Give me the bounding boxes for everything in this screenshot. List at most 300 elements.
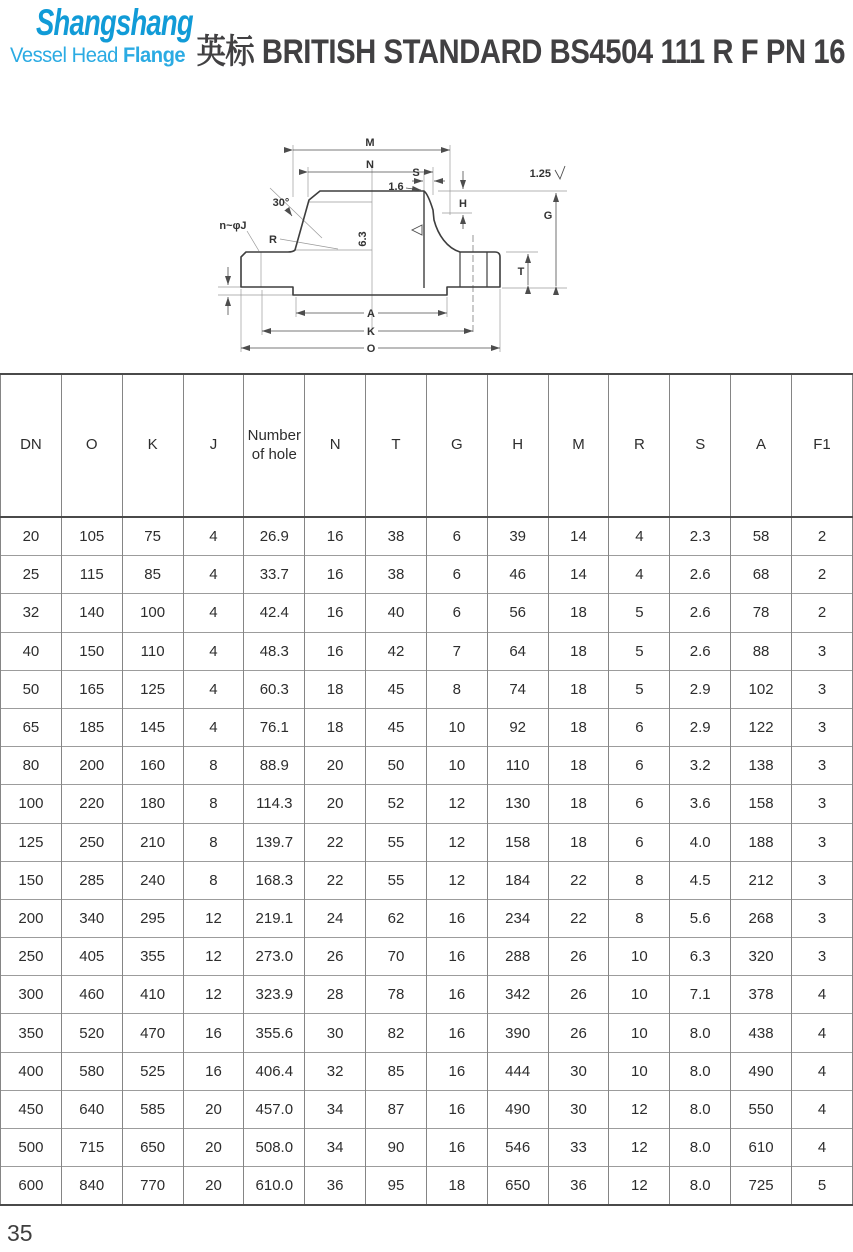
table-cell: 85 xyxy=(366,1052,427,1090)
table-cell: 610.0 xyxy=(244,1167,305,1206)
table-row xyxy=(1,861,853,899)
table-cell: 20 xyxy=(1,517,62,556)
table-cell: 438 xyxy=(731,1014,792,1052)
table-cell: 12 xyxy=(609,1167,670,1206)
table-cell: 16 xyxy=(426,1129,487,1167)
table-cell: 185 xyxy=(61,708,122,746)
table-cell: 250 xyxy=(61,823,122,861)
table-cell: 45 xyxy=(366,708,427,746)
table-cell: 3 xyxy=(791,670,852,708)
table-cell: 234 xyxy=(487,899,548,937)
table-cell: 4 xyxy=(791,976,852,1014)
table-cell: 85 xyxy=(122,556,183,594)
table-cell: 212 xyxy=(731,861,792,899)
table-cell: 406.4 xyxy=(244,1052,305,1090)
table-cell: 10 xyxy=(609,938,670,976)
table-cell: 26 xyxy=(548,1014,609,1052)
table-cell: 92 xyxy=(487,708,548,746)
table-cell: 125 xyxy=(122,670,183,708)
table-cell: 240 xyxy=(122,861,183,899)
table-cell: 36 xyxy=(305,1167,366,1206)
dim-label-h: H xyxy=(459,198,467,210)
dim-label-o: O xyxy=(366,343,376,355)
table-cell: 5 xyxy=(609,594,670,632)
table-cell: 3 xyxy=(791,785,852,823)
table-cell: 145 xyxy=(122,708,183,746)
dim-label-radius: R xyxy=(269,234,277,246)
dim-label-a: A xyxy=(367,308,375,320)
table-cell: 22 xyxy=(548,861,609,899)
page-title: 英标 BRITISH STANDARD BS4504 111 R F PN 16 xyxy=(196,33,845,71)
table-cell: 610 xyxy=(731,1129,792,1167)
table-cell: 715 xyxy=(61,1129,122,1167)
column-header: J xyxy=(183,374,244,517)
dim-label-t: T xyxy=(517,266,525,278)
table-cell: 20 xyxy=(183,1090,244,1128)
table-cell: 2.6 xyxy=(670,556,731,594)
table-cell: 168.3 xyxy=(244,861,305,899)
table-cell: 14 xyxy=(548,556,609,594)
table-cell: 650 xyxy=(487,1167,548,1206)
table-cell: 12 xyxy=(609,1090,670,1128)
table-cell: 3 xyxy=(791,708,852,746)
table-cell: 74 xyxy=(487,670,548,708)
table-cell: 2 xyxy=(791,517,852,556)
table-cell: 4 xyxy=(791,1090,852,1128)
table-cell: 10 xyxy=(426,747,487,785)
table-cell: 26.9 xyxy=(244,517,305,556)
table-cell: 2.6 xyxy=(670,632,731,670)
brand-tagline-light: Vessel Head xyxy=(10,44,118,67)
table-cell: 4 xyxy=(183,594,244,632)
table-cell: 16 xyxy=(426,1052,487,1090)
table-cell: 38 xyxy=(366,556,427,594)
table-cell: 26 xyxy=(305,938,366,976)
table-cell: 6 xyxy=(609,785,670,823)
table-cell: 33.7 xyxy=(244,556,305,594)
table-cell: 200 xyxy=(1,899,62,937)
table-cell: 2.9 xyxy=(670,708,731,746)
spec-table xyxy=(0,373,853,1206)
table-cell: 18 xyxy=(548,632,609,670)
brand-tagline xyxy=(10,44,185,68)
table-cell: 4 xyxy=(791,1052,852,1090)
dim-label-m: M xyxy=(365,137,375,149)
table-cell: 520 xyxy=(61,1014,122,1052)
table-cell: 102 xyxy=(731,670,792,708)
column-header: M xyxy=(548,374,609,517)
table-cell: 12 xyxy=(183,976,244,1014)
table-cell: 20 xyxy=(305,747,366,785)
table-cell: 6 xyxy=(426,517,487,556)
column-header: O xyxy=(61,374,122,517)
table-cell: 3 xyxy=(791,632,852,670)
table-cell: 16 xyxy=(426,976,487,1014)
table-cell: 65 xyxy=(1,708,62,746)
table-cell: 78 xyxy=(731,594,792,632)
table-cell: 8 xyxy=(183,861,244,899)
roughness-face-label: 6.3 xyxy=(357,231,369,247)
table-cell: 30 xyxy=(548,1052,609,1090)
table-cell: 4 xyxy=(183,632,244,670)
table-cell: 8.0 xyxy=(670,1167,731,1206)
table-cell: 6 xyxy=(426,556,487,594)
table-cell: 3 xyxy=(791,938,852,976)
table-cell: 32 xyxy=(305,1052,366,1090)
table-cell: 125 xyxy=(1,823,62,861)
table-cell: 76.1 xyxy=(244,708,305,746)
table-cell: 95 xyxy=(366,1167,427,1206)
table-row xyxy=(1,1052,853,1090)
table-cell: 18 xyxy=(548,670,609,708)
table-cell: 8 xyxy=(183,747,244,785)
table-cell: 26 xyxy=(548,976,609,1014)
table-cell: 410 xyxy=(122,976,183,1014)
table-cell: 150 xyxy=(1,861,62,899)
roughness-top-label: 1.25 xyxy=(529,168,551,180)
table-cell: 2.3 xyxy=(670,517,731,556)
table-cell: 6 xyxy=(609,823,670,861)
table-cell: 3.2 xyxy=(670,747,731,785)
table-cell: 42.4 xyxy=(244,594,305,632)
table-cell: 450 xyxy=(1,1090,62,1128)
table-cell: 68 xyxy=(731,556,792,594)
column-header: A xyxy=(731,374,792,517)
table-cell: 16 xyxy=(426,1014,487,1052)
table-cell: 250 xyxy=(1,938,62,976)
table-cell: 4 xyxy=(609,556,670,594)
table-cell: 18 xyxy=(305,670,366,708)
table-cell: 5 xyxy=(609,632,670,670)
table-cell: 5 xyxy=(791,1167,852,1206)
table-cell: 4 xyxy=(791,1129,852,1167)
table-cell: 184 xyxy=(487,861,548,899)
table-cell: 30 xyxy=(548,1090,609,1128)
table-row xyxy=(1,517,853,556)
dimension-lines xyxy=(228,150,556,348)
table-cell: 22 xyxy=(305,861,366,899)
table-cell: 50 xyxy=(1,670,62,708)
table-cell: 2.9 xyxy=(670,670,731,708)
table-cell: 490 xyxy=(487,1090,548,1128)
table-cell: 42 xyxy=(366,632,427,670)
column-header: DN xyxy=(1,374,62,517)
table-cell: 8 xyxy=(426,670,487,708)
table-cell: 180 xyxy=(122,785,183,823)
table-cell: 340 xyxy=(61,899,122,937)
table-row xyxy=(1,670,853,708)
table-cell: 12 xyxy=(609,1129,670,1167)
table-cell: 20 xyxy=(305,785,366,823)
table-row xyxy=(1,785,853,823)
table-cell: 8.0 xyxy=(670,1129,731,1167)
table-cell: 18 xyxy=(548,747,609,785)
table-cell: 18 xyxy=(548,708,609,746)
table-cell: 16 xyxy=(426,1090,487,1128)
table-cell: 342 xyxy=(487,976,548,1014)
table-cell: 12 xyxy=(183,899,244,937)
table-cell: 38 xyxy=(366,517,427,556)
table-cell: 8 xyxy=(183,823,244,861)
table-cell: 470 xyxy=(122,1014,183,1052)
table-cell: 355 xyxy=(122,938,183,976)
table-cell: 490 xyxy=(731,1052,792,1090)
table-cell: 165 xyxy=(61,670,122,708)
table-cell: 115 xyxy=(61,556,122,594)
table-cell: 12 xyxy=(183,938,244,976)
table-cell: 18 xyxy=(548,594,609,632)
table-row xyxy=(1,556,853,594)
table-cell: 140 xyxy=(61,594,122,632)
table-cell: 14 xyxy=(548,517,609,556)
table-cell: 457.0 xyxy=(244,1090,305,1128)
table-cell: 34 xyxy=(305,1129,366,1167)
table-cell: 58 xyxy=(731,517,792,556)
table-cell: 5.6 xyxy=(670,899,731,937)
table-cell: 22 xyxy=(305,823,366,861)
table-cell: 26 xyxy=(548,938,609,976)
table-cell: 220 xyxy=(61,785,122,823)
table-cell: 12 xyxy=(426,861,487,899)
dim-label-g: G xyxy=(543,210,553,222)
table-cell: 2 xyxy=(791,556,852,594)
table-cell: 122 xyxy=(731,708,792,746)
table-cell: 33 xyxy=(548,1129,609,1167)
table-cell: 219.1 xyxy=(244,899,305,937)
table-cell: 80 xyxy=(1,747,62,785)
dim-label-s: S xyxy=(412,167,420,179)
table-cell: 39 xyxy=(487,517,548,556)
table-cell: 114.3 xyxy=(244,785,305,823)
table-cell: 138 xyxy=(731,747,792,785)
table-cell: 20 xyxy=(183,1167,244,1206)
table-cell: 8.0 xyxy=(670,1052,731,1090)
table-cell: 90 xyxy=(366,1129,427,1167)
table-cell: 75 xyxy=(122,517,183,556)
table-row xyxy=(1,1129,853,1167)
table-cell: 22 xyxy=(548,899,609,937)
table-cell: 460 xyxy=(61,976,122,1014)
table-cell: 8 xyxy=(609,899,670,937)
table-cell: 320 xyxy=(731,938,792,976)
table-cell: 285 xyxy=(61,861,122,899)
table-cell: 550 xyxy=(731,1090,792,1128)
table-cell: 87 xyxy=(366,1090,427,1128)
brand-tagline-bold: Flange xyxy=(123,44,186,67)
table-cell: 100 xyxy=(1,785,62,823)
table-cell: 16 xyxy=(305,594,366,632)
table-cell: 100 xyxy=(122,594,183,632)
table-cell: 525 xyxy=(122,1052,183,1090)
table-cell: 88 xyxy=(731,632,792,670)
brand-logo: Shangshang xyxy=(36,2,193,43)
table-cell: 8.0 xyxy=(670,1014,731,1052)
table-cell: 32 xyxy=(1,594,62,632)
table-cell: 5 xyxy=(609,670,670,708)
table-cell: 840 xyxy=(61,1167,122,1206)
table-cell: 64 xyxy=(487,632,548,670)
table-cell: 188 xyxy=(731,823,792,861)
table-cell: 46 xyxy=(487,556,548,594)
table-cell: 40 xyxy=(366,594,427,632)
table-cell: 4 xyxy=(183,708,244,746)
table-cell: 70 xyxy=(366,938,427,976)
table-cell: 3 xyxy=(791,823,852,861)
table-cell: 16 xyxy=(183,1052,244,1090)
table-cell: 546 xyxy=(487,1129,548,1167)
table-cell: 295 xyxy=(122,899,183,937)
column-header: N xyxy=(305,374,366,517)
table-cell: 650 xyxy=(122,1129,183,1167)
dim-label-bolt-holes: n~φJ xyxy=(219,220,247,232)
table-cell: 770 xyxy=(122,1167,183,1206)
table-cell: 16 xyxy=(183,1014,244,1052)
table-cell: 18 xyxy=(548,785,609,823)
table-cell: 405 xyxy=(61,938,122,976)
table-cell: 50 xyxy=(366,747,427,785)
table-cell: 6 xyxy=(609,747,670,785)
table-cell: 62 xyxy=(366,899,427,937)
table-cell: 268 xyxy=(731,899,792,937)
table-cell: 56 xyxy=(487,594,548,632)
table-cell: 10 xyxy=(609,1014,670,1052)
table-cell: 585 xyxy=(122,1090,183,1128)
table-cell: 28 xyxy=(305,976,366,1014)
table-cell: 88.9 xyxy=(244,747,305,785)
table-cell: 600 xyxy=(1,1167,62,1206)
table-cell: 10 xyxy=(609,1052,670,1090)
table-cell: 36 xyxy=(548,1167,609,1206)
table-cell: 3 xyxy=(791,747,852,785)
table-cell: 16 xyxy=(426,938,487,976)
dim-label-angle: 30° xyxy=(272,197,290,209)
column-header: K xyxy=(122,374,183,517)
table-row xyxy=(1,899,853,937)
table-cell: 4 xyxy=(183,556,244,594)
column-header: S xyxy=(670,374,731,517)
table-cell: 444 xyxy=(487,1052,548,1090)
table-cell: 8 xyxy=(183,785,244,823)
column-header: R xyxy=(609,374,670,517)
table-cell: 4 xyxy=(791,1014,852,1052)
table-cell: 7 xyxy=(426,632,487,670)
column-header: G xyxy=(426,374,487,517)
table-cell: 390 xyxy=(487,1014,548,1052)
table-cell: 640 xyxy=(61,1090,122,1128)
table-cell: 3 xyxy=(791,861,852,899)
dim-label-n: N xyxy=(366,159,374,171)
table-row xyxy=(1,1014,853,1052)
table-cell: 3.6 xyxy=(670,785,731,823)
table-cell: 12 xyxy=(426,785,487,823)
table-cell: 8 xyxy=(609,861,670,899)
table-cell: 350 xyxy=(1,1014,62,1052)
table-cell: 150 xyxy=(61,632,122,670)
table-cell: 200 xyxy=(61,747,122,785)
table-cell: 34 xyxy=(305,1090,366,1128)
table-cell: 45 xyxy=(366,670,427,708)
table-cell: 580 xyxy=(61,1052,122,1090)
table-cell: 508.0 xyxy=(244,1129,305,1167)
flange-drawing xyxy=(170,115,690,377)
table-cell: 2.6 xyxy=(670,594,731,632)
table-cell: 10 xyxy=(426,708,487,746)
table-row xyxy=(1,1090,853,1128)
table-cell: 18 xyxy=(305,708,366,746)
table-row xyxy=(1,938,853,976)
table-cell: 20 xyxy=(183,1129,244,1167)
table-cell: 16 xyxy=(305,556,366,594)
table-cell: 378 xyxy=(731,976,792,1014)
column-header: H xyxy=(487,374,548,517)
header-row xyxy=(1,374,853,517)
table-cell: 18 xyxy=(426,1167,487,1206)
table-cell: 110 xyxy=(122,632,183,670)
table-cell: 323.9 xyxy=(244,976,305,1014)
table-row xyxy=(1,747,853,785)
table-row xyxy=(1,632,853,670)
table-cell: 158 xyxy=(487,823,548,861)
table-cell: 16 xyxy=(305,517,366,556)
table-row xyxy=(1,594,853,632)
table-cell: 110 xyxy=(487,747,548,785)
table-cell: 300 xyxy=(1,976,62,1014)
table-cell: 273.0 xyxy=(244,938,305,976)
table-cell: 105 xyxy=(61,517,122,556)
column-header: Number of hole xyxy=(244,374,305,517)
table-cell: 48.3 xyxy=(244,632,305,670)
table-cell: 16 xyxy=(426,899,487,937)
table-cell: 24 xyxy=(305,899,366,937)
table-cell: 55 xyxy=(366,861,427,899)
table-cell: 60.3 xyxy=(244,670,305,708)
table-row xyxy=(1,1167,853,1206)
table-cell: 40 xyxy=(1,632,62,670)
table-cell: 6 xyxy=(609,708,670,746)
table-cell: 30 xyxy=(305,1014,366,1052)
table-cell: 55 xyxy=(366,823,427,861)
table-cell: 78 xyxy=(366,976,427,1014)
spec-table-header xyxy=(1,374,853,517)
table-row xyxy=(1,823,853,861)
column-header: T xyxy=(366,374,427,517)
table-row xyxy=(1,976,853,1014)
column-header: F1 xyxy=(791,374,852,517)
table-cell: 6 xyxy=(426,594,487,632)
table-cell: 500 xyxy=(1,1129,62,1167)
table-cell: 4.5 xyxy=(670,861,731,899)
page-number: 35 xyxy=(7,1220,33,1246)
table-cell: 160 xyxy=(122,747,183,785)
table-cell: 25 xyxy=(1,556,62,594)
table-cell: 2 xyxy=(791,594,852,632)
table-cell: 4.0 xyxy=(670,823,731,861)
table-cell: 8.0 xyxy=(670,1090,731,1128)
table-cell: 6.3 xyxy=(670,938,731,976)
spec-table-body xyxy=(1,517,853,1205)
table-cell: 130 xyxy=(487,785,548,823)
construction-lines xyxy=(218,145,567,352)
table-cell: 82 xyxy=(366,1014,427,1052)
table-cell: 3 xyxy=(791,899,852,937)
table-cell: 4 xyxy=(609,517,670,556)
table-cell: 4 xyxy=(183,517,244,556)
table-cell: 355.6 xyxy=(244,1014,305,1052)
table-cell: 139.7 xyxy=(244,823,305,861)
table-cell: 16 xyxy=(305,632,366,670)
table-cell: 4 xyxy=(183,670,244,708)
table-cell: 158 xyxy=(731,785,792,823)
